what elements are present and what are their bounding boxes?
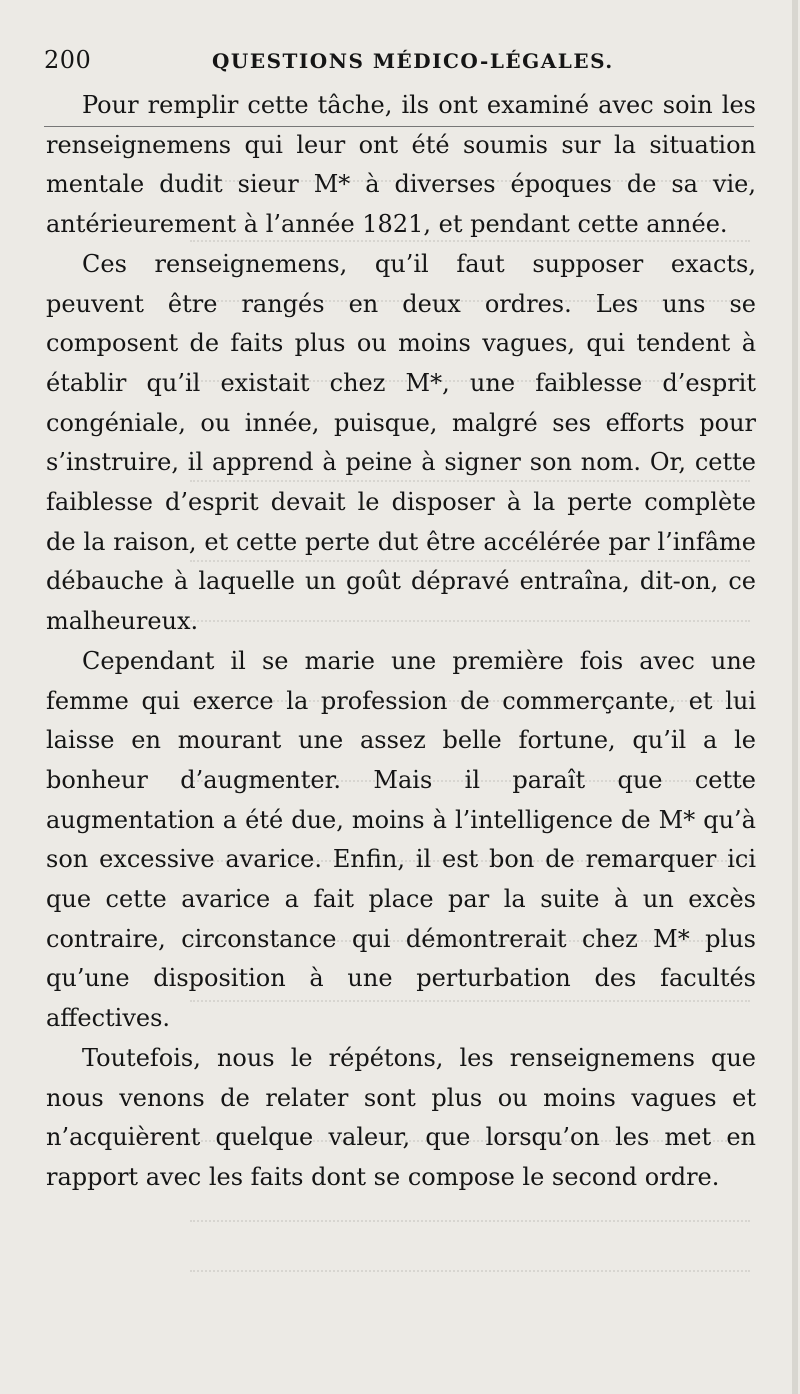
paragraph: Pour remplir cette tâche, ils ont examiné avec soin les renseignemens qui leur ont été soumis sur la situation mentale dudit sieur M* à diverses époques de sa vie, antérieurement à l’année 1821, et pendant cette année.: [46, 91, 756, 239]
main-text: [46, 86, 756, 1376]
page-header: [44, 46, 744, 80]
running-title: QUESTIONS MÉDICO-LÉGALES.: [212, 49, 614, 73]
page-edge: [792, 0, 798, 1394]
paragraph: Cependant il se marie une première fois avec une femme qui exerce la profession de commerçante, et lui laisse en mourant une assez belle fortune, qu’il a le bonheur d’augmenter. Mais il paraît que cette augmentation a été due, moins à l’intelligence de M* qu’à son excessive avarice. Enfin, il est bon de remarquer ici que cette avarice a fait place par la suite à un excès contraire, circonstance qui démontrerait chez M* plus qu’une disposition à une perturbation des facultés affectives.: [46, 646, 756, 1033]
page-number: 200: [44, 46, 92, 74]
paragraph: Ces renseignemens, qu’il faut supposer exacts, peuvent être rangés en deux ordres. Les uns se composent de faits plus ou moins vagues, qui tendent à établir qu’il existait chez M*, une faiblesse d’esprit congéniale, ou innée, puisque, malgré ses efforts pour s’instruire, il apprend à peine à signer son nom. Or, cette faiblesse d’esprit devait le disposer à la perte complète de la raison, et cette perte dut être accélérée par l’infâme débauche à laquelle un goût dépravé entraîna, dit-on, ce malheureux.: [46, 249, 756, 636]
paragraph: Toutefois, nous le répétons, les renseignemens que nous venons de relater sont plus ou moins vagues et n’acquièrent quelque valeur, que lorsqu’on les met en rapport avec les faits dont se compose le second ordre.: [46, 1043, 756, 1191]
